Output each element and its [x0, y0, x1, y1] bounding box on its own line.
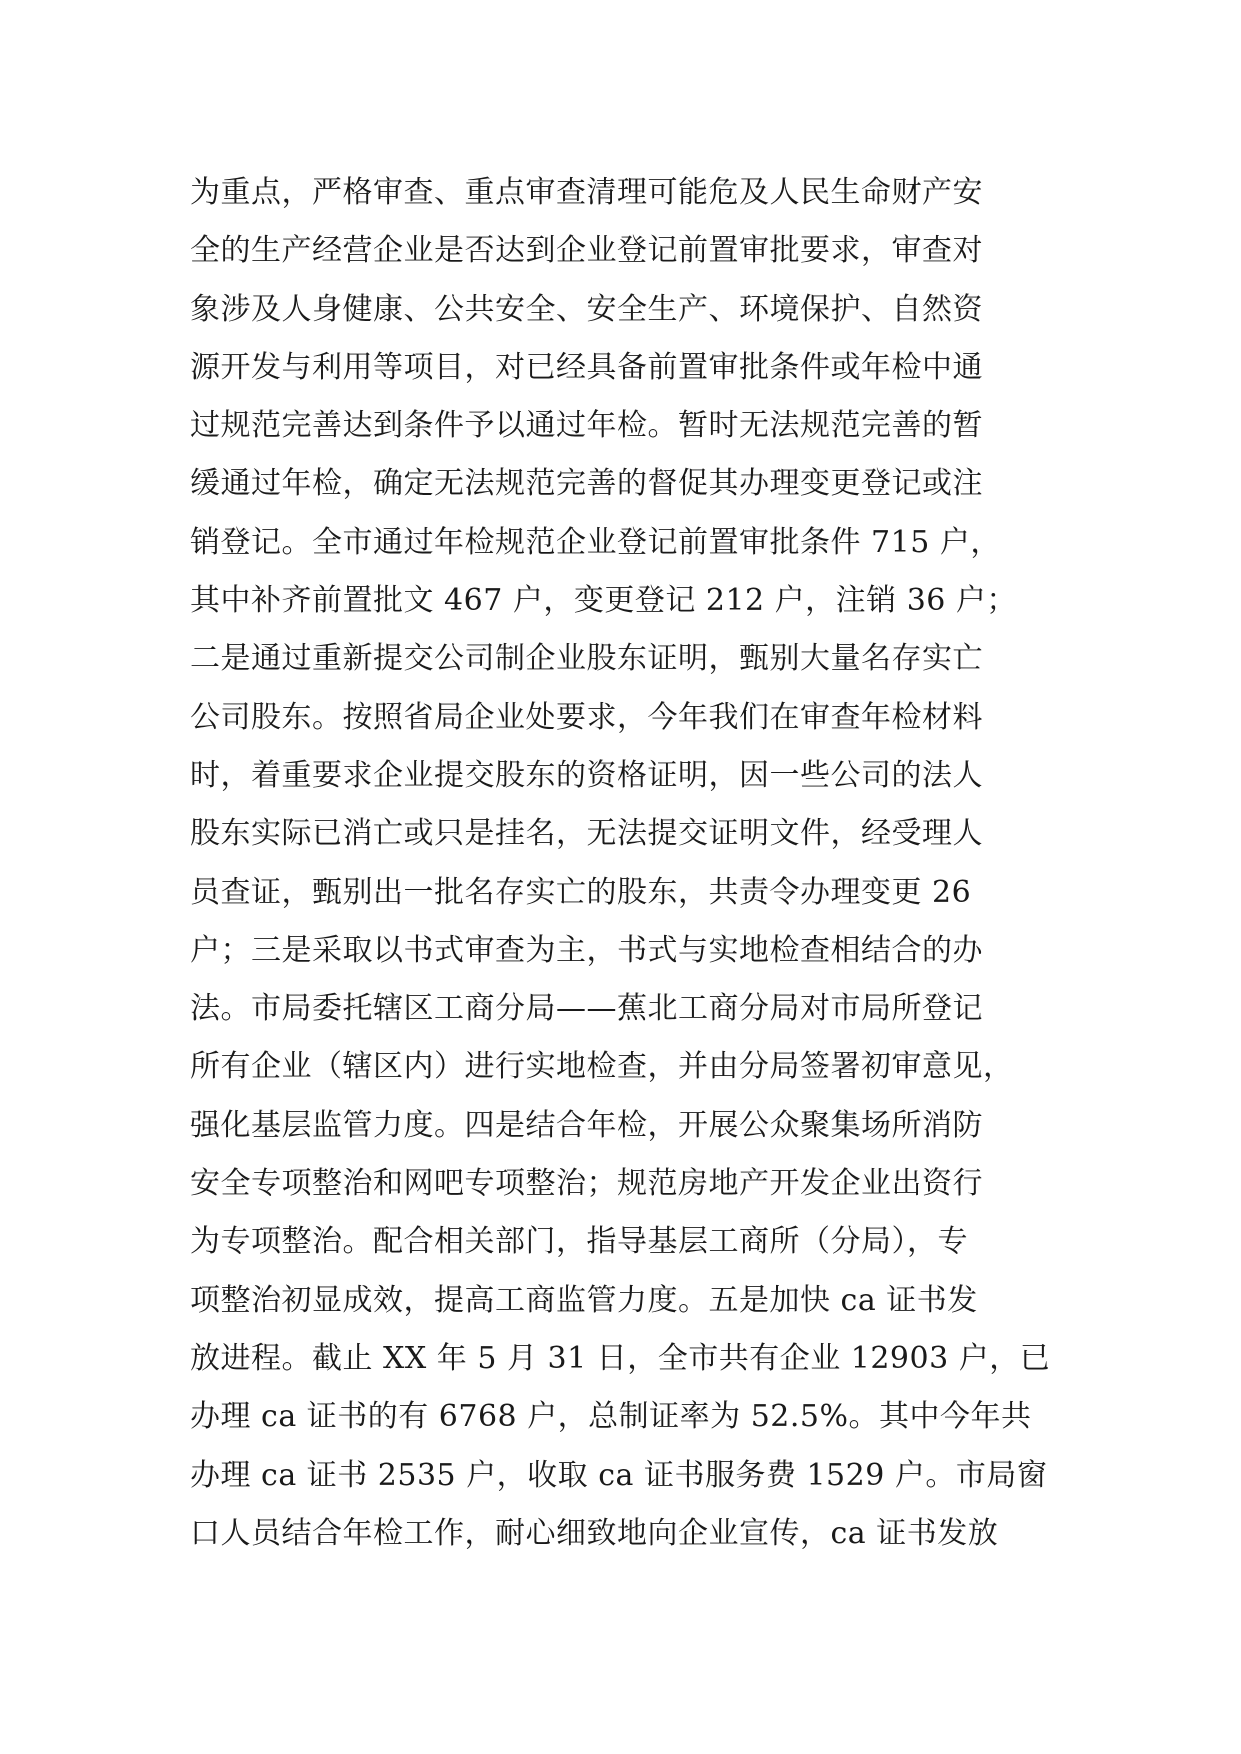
text-line: 强化基层监管力度。四是结合年检，开展公众聚集场所消防 — [190, 1107, 983, 1143]
text-line: 员查证，甄别出一批名存实亡的股东，共责令办理变更 26 — [190, 874, 972, 910]
text-line: 项整治初显成效，提高工商监管力度。五是加快 ca 证书发 — [190, 1282, 978, 1318]
text-line: 过规范完善达到条件予以通过年检。暂时无法规范完善的暂 — [190, 408, 983, 444]
body-text — [190, 164, 1070, 1563]
text-line: 全的生产经营企业是否达到企业登记前置审批要求，审查对 — [190, 233, 983, 269]
text-line: 所有企业（辖区内）进行实地检查，并由分局签署初审意见， — [190, 1049, 1014, 1085]
text-line: 公司股东。按照省局企业处要求，今年我们在审查年检材料 — [190, 699, 983, 735]
text-line: 源开发与利用等项目，对已经具备前置审批条件或年检中通 — [190, 349, 983, 385]
text-line: 缓通过年检，确定无法规范完善的督促其办理变更登记或注 — [190, 466, 983, 502]
text-line: 象涉及人身健康、公共安全、安全生产、环境保护、自然资 — [190, 291, 983, 327]
text-line: 时，着重要求企业提交股东的资格证明，因一些公司的法人 — [190, 757, 983, 793]
text-line: 其中补齐前置批文 467 户，变更登记 212 户，注销 36 户； — [190, 583, 1017, 619]
text-line: 股东实际已消亡或只是挂名，无法提交证明文件，经受理人 — [190, 816, 983, 852]
text-line: 为重点，严格审查、重点审查清理可能危及人民生命财产安 — [190, 175, 983, 210]
text-line: 销登记。全市通过年检规范企业登记前置审批条件 715 户， — [190, 524, 1001, 560]
text-line: 口人员结合年检工作，耐心细致地向企业宣传，ca 证书发放 — [190, 1515, 999, 1551]
text-line: 办理 ca 证书 2535 户，收取 ca 证书服务费 1529 户。市局窗 — [190, 1457, 1048, 1493]
text-line: 安全专项整治和网吧专项整治；规范房地产开发企业出资行 — [190, 1166, 983, 1202]
text-line: 为专项整治。配合相关部门，指导基层工商所（分局），专 — [190, 1224, 968, 1260]
text-line: 户；三是采取以书式审查为主，书式与实地检查相结合的办 — [190, 932, 983, 968]
text-line: 法。市局委托辖区工商分局——蕉北工商分局对市局所登记 — [190, 991, 983, 1027]
text-line: 二是通过重新提交公司制企业股东证明，甄别大量名存实亡 — [190, 641, 983, 677]
text-line: 办理 ca 证书的有 6768 户，总制证率为 52.5%。其中今年共 — [190, 1399, 1032, 1435]
text-line: 放进程。截止 XX 年 5 月 31 日，全市共有企业 12903 户，已 — [190, 1340, 1051, 1376]
